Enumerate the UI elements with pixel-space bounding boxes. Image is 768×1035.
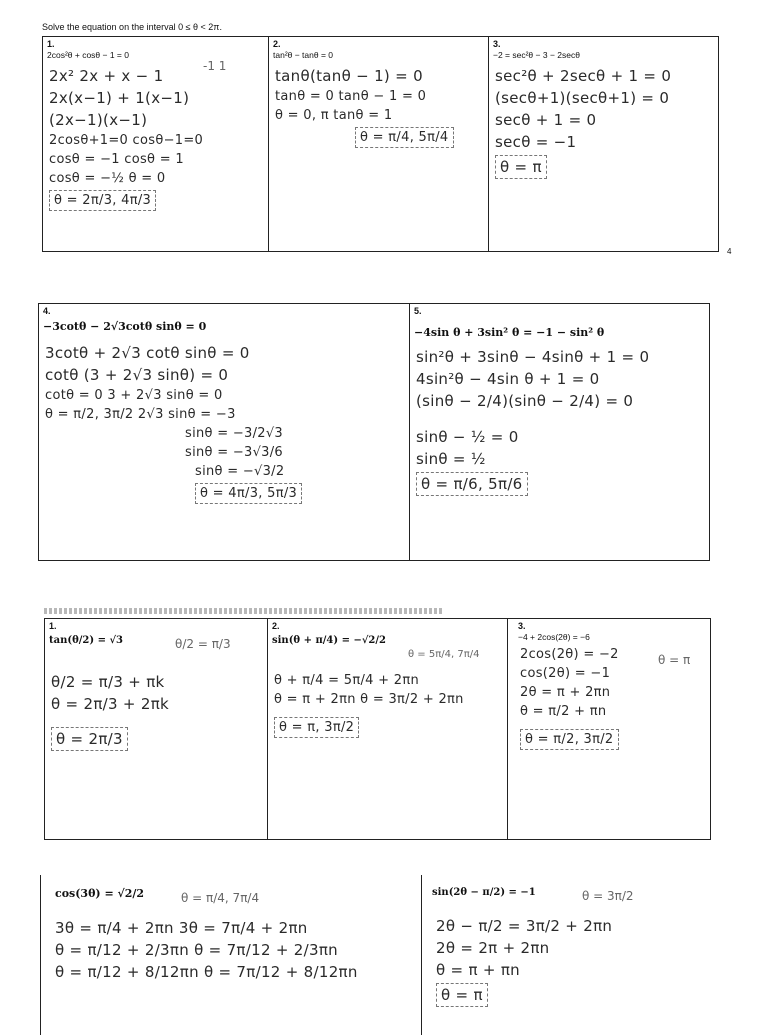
work-line: sec²θ + 2secθ + 1 = 0 bbox=[495, 67, 672, 85]
work-line: sinθ − ½ = 0 bbox=[416, 428, 519, 446]
problem-equation: sin(2θ − π/2) = −1 bbox=[432, 887, 536, 898]
problem-number: 3. bbox=[493, 39, 501, 49]
work-line: cos(2θ) = −1 bbox=[520, 666, 611, 681]
work-line: 4sin²θ − 4sin θ + 1 = 0 bbox=[416, 370, 600, 388]
boxed-answer: θ = π bbox=[436, 983, 488, 1007]
problem-number: 1. bbox=[47, 39, 55, 49]
handwritten-work bbox=[49, 65, 264, 211]
scratch-note: θ = π/4, 7π/4 bbox=[181, 891, 260, 905]
problem-cell-5 bbox=[409, 304, 710, 560]
work-line: sinθ = −√3/2 bbox=[195, 464, 285, 479]
cut-off-header bbox=[44, 608, 444, 614]
instructions-header: Solve the equation on the interval 0 ≤ θ < 2π. bbox=[42, 22, 223, 32]
work-line: tanθ = 0 tanθ − 1 = 0 bbox=[275, 89, 427, 104]
problem-grid-2 bbox=[38, 303, 710, 561]
work-line: 2θ = 2π + 2πn bbox=[436, 939, 550, 957]
problem-equation: sin(θ + π/4) = −√2/2 bbox=[272, 635, 386, 646]
problem-equation: −3cotθ − 2√3cotθ sinθ = 0 bbox=[43, 320, 207, 333]
scratch-note: θ = 3π/2 bbox=[582, 889, 634, 903]
boxed-answer: θ = π/4, 5π/4 bbox=[355, 127, 454, 148]
work-line: sinθ = −3/2√3 bbox=[185, 426, 284, 441]
work-line: θ = π/2 + πn bbox=[520, 704, 607, 719]
work-line: θ = 2π/3 + 2πk bbox=[51, 695, 170, 713]
boxed-answer: θ = π bbox=[495, 155, 547, 179]
page-number: 4 bbox=[727, 247, 732, 256]
work-line: θ = π/12 + 8/12πn θ = 7π/12 + 8/12πn bbox=[55, 963, 358, 981]
problem-grid-1 bbox=[42, 36, 719, 252]
work-line: cotθ (3 + 2√3 sinθ) = 0 bbox=[45, 366, 229, 384]
work-line: θ = π/2, 3π/2 2√3 sinθ = −3 bbox=[45, 407, 236, 422]
handwritten-work bbox=[45, 342, 405, 504]
work-line: θ + π/4 = 5π/4 + 2πn bbox=[274, 673, 419, 688]
work-line: 2x² 2x + x − 1 bbox=[49, 67, 164, 85]
problem-grid-4 bbox=[40, 875, 709, 1035]
problem-equation: −4sin θ + 3sin² θ = −1 − sin² θ bbox=[414, 326, 605, 339]
problem-number: 5. bbox=[414, 306, 422, 316]
work-line: θ = 0, π tanθ = 1 bbox=[275, 108, 393, 123]
handwritten-work bbox=[275, 65, 485, 148]
problem-cell-3 bbox=[488, 37, 719, 251]
problem-cell-4 bbox=[39, 304, 409, 560]
problem-cell-7 bbox=[267, 619, 508, 839]
work-line: θ = π + πn bbox=[436, 961, 520, 979]
problem-number: 4. bbox=[43, 306, 51, 316]
work-line: 3cotθ + 2√3 cotθ sinθ = 0 bbox=[45, 344, 250, 362]
scratch-note: θ = 5π/4, 7π/4 bbox=[408, 649, 480, 660]
problem-cell-9 bbox=[41, 875, 421, 1035]
problem-equation: tan²θ − tanθ = 0 bbox=[273, 50, 334, 60]
work-line: θ/2 = π/3 + πk bbox=[51, 673, 165, 691]
work-line: secθ = −1 bbox=[495, 133, 577, 151]
work-line: 2cosθ+1=0 cosθ−1=0 bbox=[49, 133, 204, 148]
boxed-answer: θ = 2π/3, 4π/3 bbox=[49, 190, 156, 211]
work-line: 2x(x−1) + 1(x−1) bbox=[49, 89, 190, 107]
problem-number: 1. bbox=[49, 621, 57, 631]
scratch-note: -1 1 bbox=[203, 59, 227, 73]
scratch-note: θ/2 = π/3 bbox=[175, 637, 231, 651]
problem-equation: −2 = sec²θ − 3 − 2secθ bbox=[493, 50, 580, 60]
boxed-answer: θ = 4π/3, 5π/3 bbox=[195, 483, 302, 504]
problem-number: 3. bbox=[518, 621, 526, 631]
work-line: cosθ = −½ θ = 0 bbox=[49, 171, 166, 186]
problem-equation: cos(3θ) = √2/2 bbox=[55, 887, 145, 900]
problem-cell-2 bbox=[268, 37, 489, 251]
handwritten-work bbox=[274, 671, 504, 738]
problem-cell-8 bbox=[507, 619, 711, 839]
handwritten-work bbox=[436, 915, 706, 1007]
problem-number: 2. bbox=[272, 621, 280, 631]
handwritten-work bbox=[495, 65, 715, 179]
work-line: cotθ = 0 3 + 2√3 sinθ = 0 bbox=[45, 388, 223, 403]
problem-number: 2. bbox=[273, 39, 281, 49]
handwritten-work bbox=[51, 671, 263, 751]
handwritten-work bbox=[416, 346, 706, 496]
boxed-answer: θ = 2π/3 bbox=[51, 727, 128, 751]
work-line: tanθ(tanθ − 1) = 0 bbox=[275, 67, 423, 85]
work-line: 2θ = π + 2πn bbox=[520, 685, 611, 700]
handwritten-work bbox=[55, 917, 417, 983]
boxed-answer: θ = π/2, 3π/2 bbox=[520, 729, 619, 750]
boxed-answer: θ = π/6, 5π/6 bbox=[416, 472, 528, 496]
problem-equation: tan(θ/2) = √3 bbox=[49, 635, 123, 646]
problem-cell-1 bbox=[43, 37, 268, 251]
problem-equation: 2cos²θ + cosθ − 1 = 0 bbox=[47, 50, 129, 60]
work-line: 2cos(2θ) = −2 bbox=[520, 647, 619, 662]
work-line: sinθ = ½ bbox=[416, 450, 486, 468]
work-line: (2x−1)(x−1) bbox=[49, 111, 148, 129]
boxed-answer: θ = π, 3π/2 bbox=[274, 717, 359, 738]
work-line: (secθ+1)(secθ+1) = 0 bbox=[495, 89, 670, 107]
work-line: sinθ = −3√3/6 bbox=[185, 445, 284, 460]
problem-cell-6 bbox=[45, 619, 267, 839]
work-line: secθ + 1 = 0 bbox=[495, 111, 597, 129]
problem-cell-10 bbox=[421, 875, 710, 1035]
work-line: 2θ − π/2 = 3π/2 + 2πn bbox=[436, 917, 613, 935]
work-line: (sinθ − 2/4)(sinθ − 2/4) = 0 bbox=[416, 392, 634, 410]
work-line: cosθ = −1 cosθ = 1 bbox=[49, 152, 184, 167]
problem-grid-3 bbox=[44, 618, 711, 840]
work-line: sin²θ + 3sinθ − 4sinθ + 1 = 0 bbox=[416, 348, 650, 366]
work-line: θ = π/12 + 2/3πn θ = 7π/12 + 2/3πn bbox=[55, 941, 338, 959]
problem-equation: −4 + 2cos(2θ) = −6 bbox=[518, 632, 590, 642]
work-line: 3θ = π/4 + 2πn 3θ = 7π/4 + 2πn bbox=[55, 919, 308, 937]
work-line: θ = π + 2πn θ = 3π/2 + 2πn bbox=[274, 692, 464, 707]
scratch-note: θ = π bbox=[658, 653, 691, 667]
handwritten-work bbox=[520, 645, 707, 750]
